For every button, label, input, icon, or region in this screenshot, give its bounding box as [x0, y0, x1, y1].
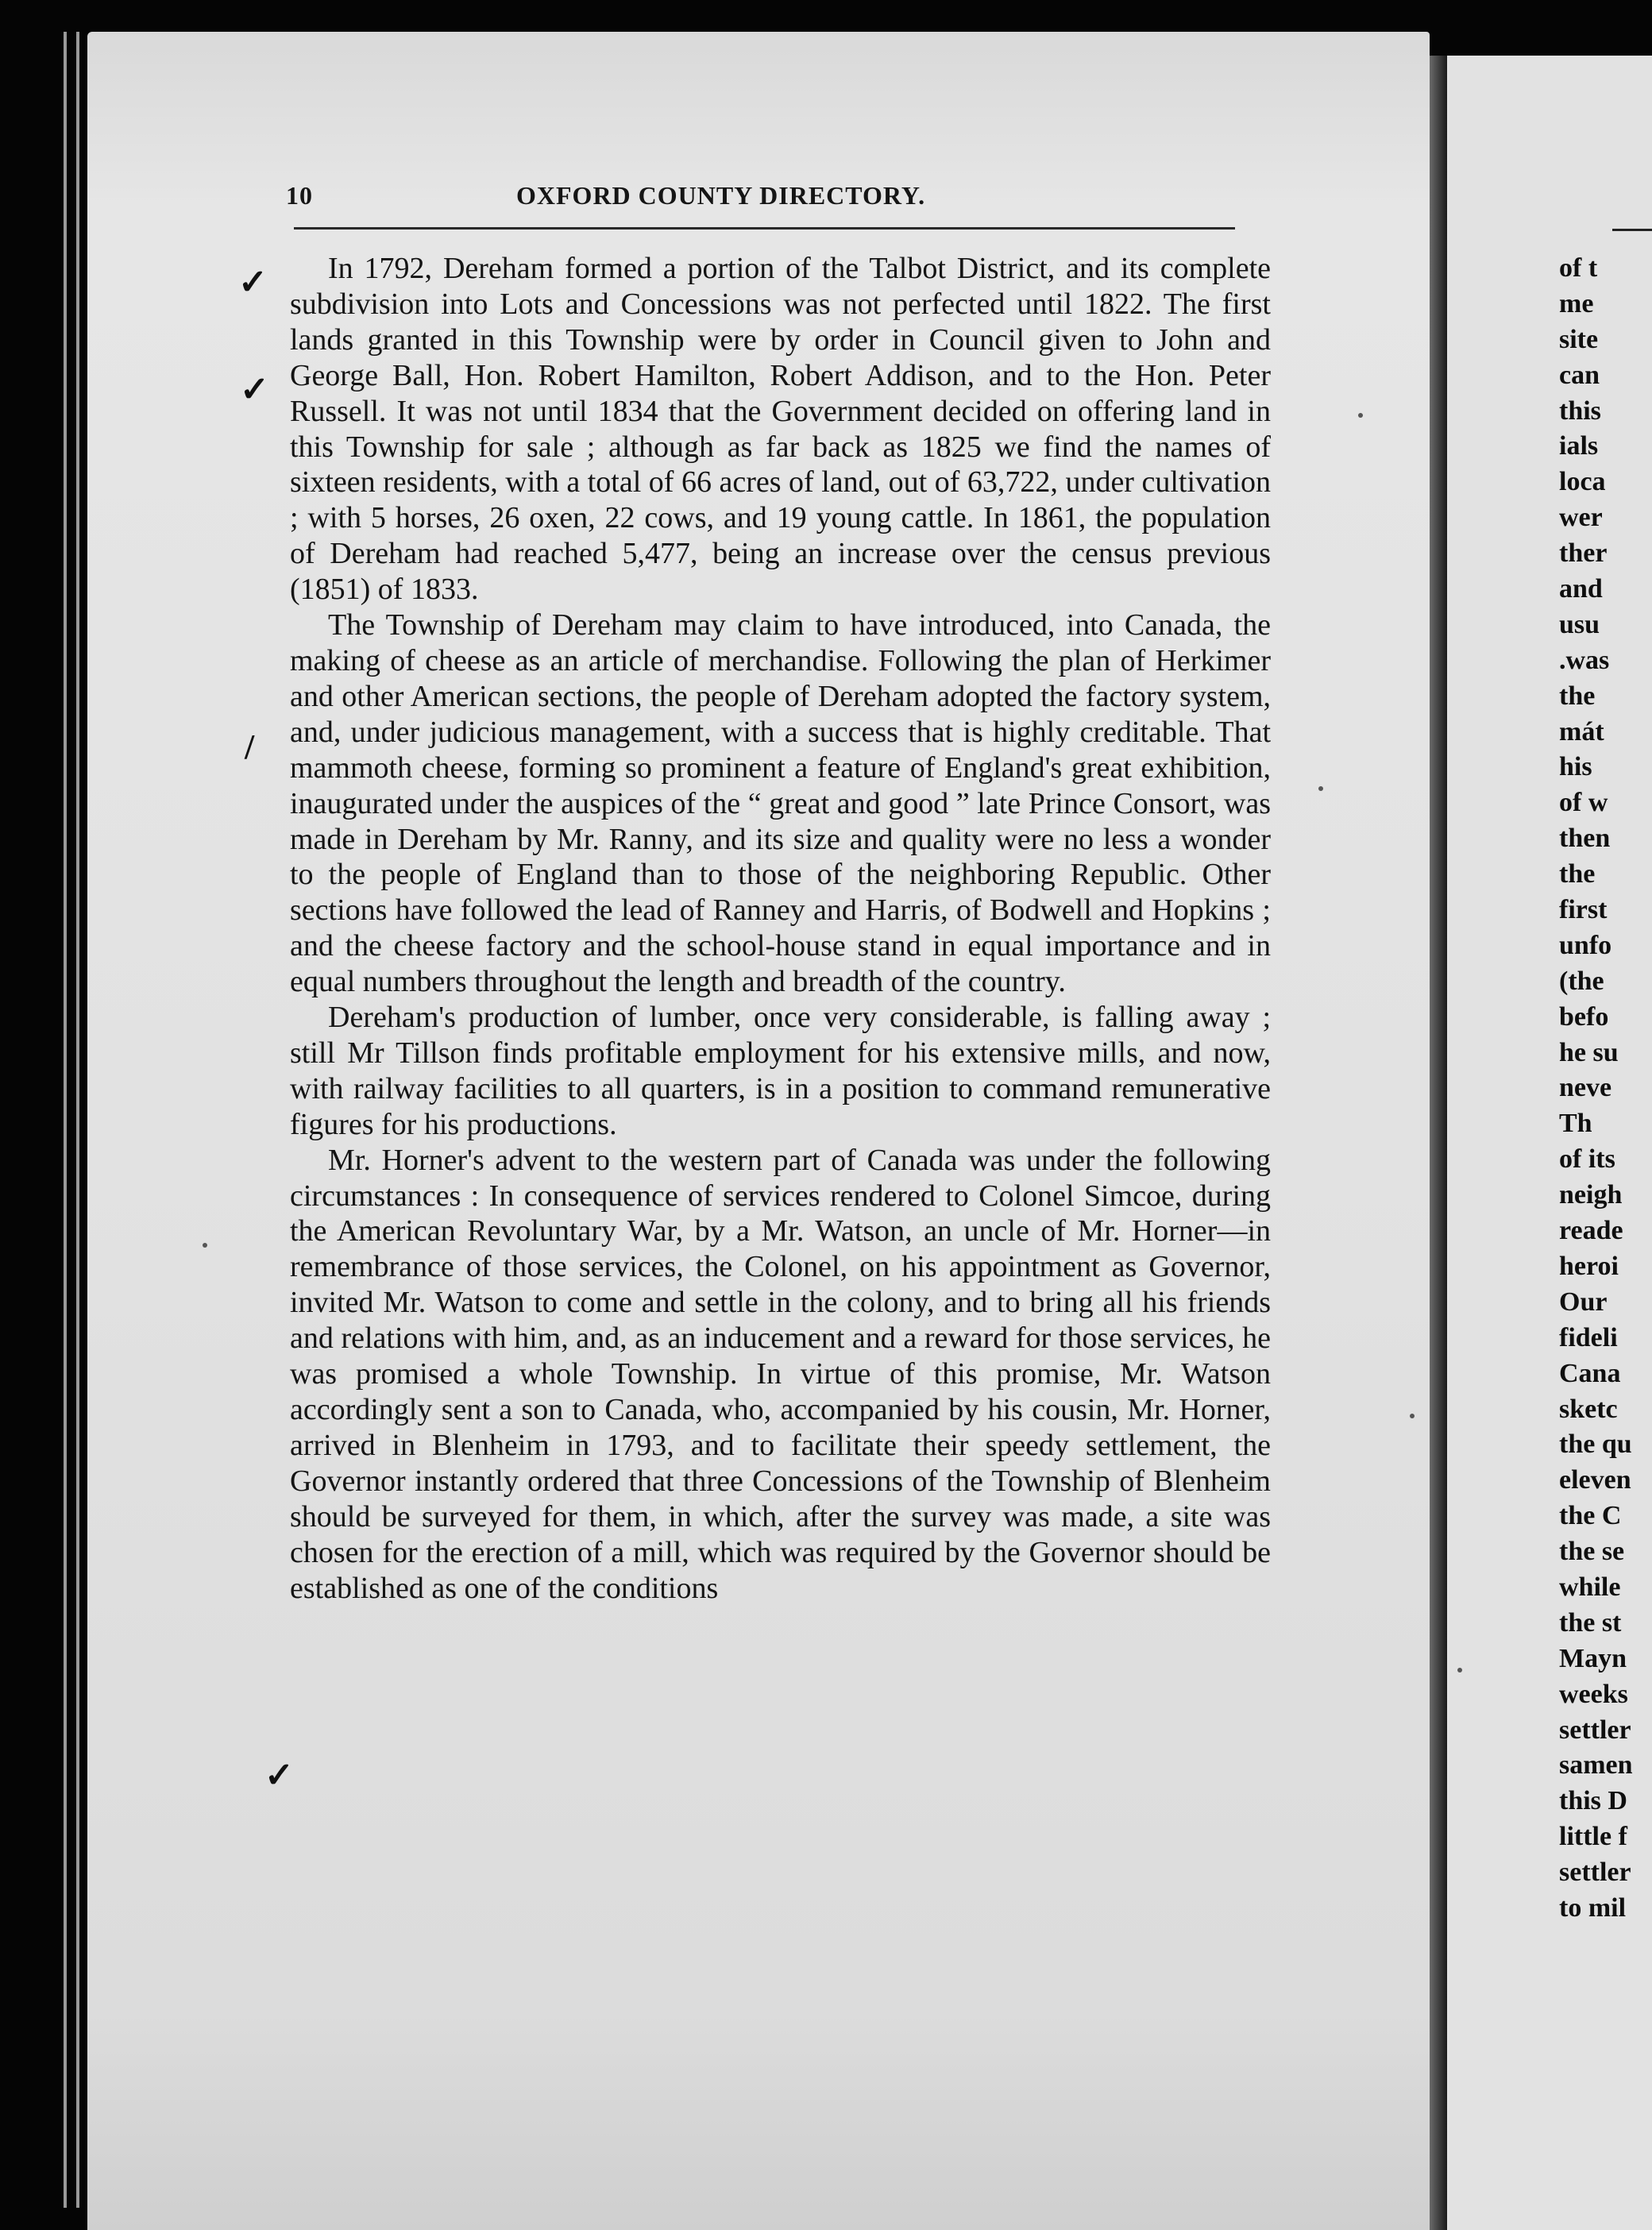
right-line: of t — [1559, 253, 1598, 283]
right-line: ials — [1559, 431, 1599, 461]
right-line: Our — [1559, 1287, 1608, 1317]
right-page-rule — [1612, 229, 1652, 231]
right-line: unfo — [1559, 930, 1612, 960]
right-line: settler — [1559, 1858, 1631, 1888]
right-line: Cana — [1559, 1358, 1621, 1388]
pencil-check-mark: ✓ — [238, 263, 268, 302]
page-stack-edge — [64, 32, 67, 2208]
right-line: the — [1559, 681, 1596, 711]
right-line: little f — [1559, 1822, 1627, 1852]
right-line: reade — [1559, 1216, 1623, 1246]
right-line: ther — [1559, 538, 1608, 569]
paper-speck — [203, 1243, 207, 1248]
body-text — [290, 251, 1271, 1606]
right-line: he su — [1559, 1037, 1619, 1067]
right-line: to mil — [1559, 1892, 1627, 1923]
right-line: samen — [1559, 1750, 1633, 1781]
pencil-slash-mark: / — [245, 727, 255, 766]
paper-speck — [1358, 413, 1363, 418]
right-line: his — [1559, 752, 1592, 782]
right-line: wer — [1559, 503, 1603, 533]
right-line: of w — [1559, 788, 1608, 818]
pencil-check-mark: ✓ — [264, 1756, 294, 1795]
right-line: mát — [1559, 716, 1604, 747]
right-line: usu — [1559, 609, 1600, 639]
right-line: and — [1559, 574, 1603, 604]
right-line: this — [1559, 395, 1601, 426]
right-line: heroi — [1559, 1251, 1619, 1281]
running-head: OXFORD COUNTY DIRECTORY. — [516, 181, 926, 210]
right-line: the se — [1559, 1537, 1625, 1567]
right-line: Th — [1559, 1109, 1592, 1139]
paper-speck — [1457, 1668, 1462, 1672]
paragraph: Mr. Horner's advent to the western part of Canada was under the following circumstances : In consequence of services rendered to Colonel Simcoe, during the American Revoluntary War, by a Mr. Watson, an uncle of Mr. Horner—in remembrance of those services, the Colonel, on his appointment as Governor, invited Mr. Watson to come and settle in the colony, and to bring all his friends and relations with him, and, as an inducement and a reward for those services, he was promised a whole Township. In virtue of this promise, Mr. Watson accordingly sent a son to Canada, who, accompanied by his cousin, Mr. Horner, arrived in Blenheim in 1793, and to facilitate their speedy settlement, the Governor instantly ordered that three Concessions of the Township of Blenheim should be surveyed for them, in which, after the survey was made, a site was chosen for the erection of a mill, which was required by the Governor should be established as one of the conditions — [290, 1143, 1271, 1605]
right-line: weeks — [1559, 1679, 1628, 1709]
paper-speck — [1410, 1414, 1415, 1418]
right-line: of its — [1559, 1144, 1615, 1175]
right-line: (the — [1559, 966, 1604, 996]
right-line: me — [1559, 288, 1594, 318]
page-stack-edge — [76, 32, 79, 2208]
right-page-text — [1559, 251, 1652, 1927]
right-line: eleven — [1559, 1465, 1631, 1495]
right-line: site — [1559, 324, 1599, 354]
right-line: the — [1559, 859, 1596, 889]
right-line: this D — [1559, 1786, 1627, 1816]
right-line: can — [1559, 360, 1600, 390]
header-rule — [294, 227, 1235, 230]
paragraph: The Township of Dereham may claim to have introduced, into Canada, the making of cheese as an article of merchandise. Following the plan of Herkimer and other American sections, the people of Dereham adopted the factory system, and, under judicious management, with a success that is highly creditable. That mammoth cheese, forming so prominent a feature of England's great exhibition, inaugurated under the auspices of the “ great and good ” late Prince Consort, was made in Dereham by Mr. Ranny, and its size and quality were no less a wonder to the people of England than to those of the neighboring Republic. Other sections have followed the lead of Ranney and Harris, of Bodwell and Hopkins ; and the cheese factory and the school-house stand in equal importance and in equal numbers throughout the length and breadth of the country. — [290, 608, 1271, 999]
right-line: the qu — [1559, 1429, 1632, 1460]
paper-speck — [1318, 786, 1323, 791]
right-line: settler — [1559, 1715, 1631, 1745]
right-line: the st — [1559, 1607, 1622, 1638]
paragraph: Dereham's production of lumber, once very considerable, is falling away ; still Mr Tillson finds profitable employment for his extensive mills, and now, with railway facilities to all quarters, is in a position to command remunerative figures for his productions. — [290, 1001, 1271, 1141]
right-line: first — [1559, 895, 1608, 925]
right-line: while — [1559, 1572, 1621, 1602]
right-line: neve — [1559, 1073, 1612, 1103]
right-line: .was — [1559, 645, 1610, 675]
right-line: neigh — [1559, 1180, 1623, 1210]
right-line: loca — [1559, 467, 1606, 497]
right-line: then — [1559, 824, 1611, 854]
right-line: Mayn — [1559, 1643, 1627, 1673]
pencil-check-mark: ✓ — [240, 370, 269, 409]
right-line: sketc — [1559, 1394, 1618, 1424]
right-line: the C — [1559, 1501, 1622, 1531]
paragraph: In 1792, Dereham formed a portion of the Talbot District, and its complete subdivision into Lots and Concessions was not perfected until 1822. The first lands granted in this Township were by order in Council given to John and George Ball, Hon. Robert Hamilton, Robert Addison, and to the Hon. Peter Russell. It was not until 1834 that the Government decided on offering land in this Township for sale ; although as far back as 1825 we find the names of sixteen residents, with a total of 66 acres of land, out of 63,722, under cultivation ; with 5 horses, 26 oxen, 22 cows, and 19 young cattle. In 1861, the population of Dereham had reached 5,477, being an increase over the census previous (1851) of 1833. — [290, 252, 1271, 607]
right-line: befo — [1559, 1001, 1609, 1032]
book-gutter — [1430, 56, 1447, 2230]
page-number: 10 — [286, 181, 313, 210]
right-line: fideli — [1559, 1322, 1618, 1352]
